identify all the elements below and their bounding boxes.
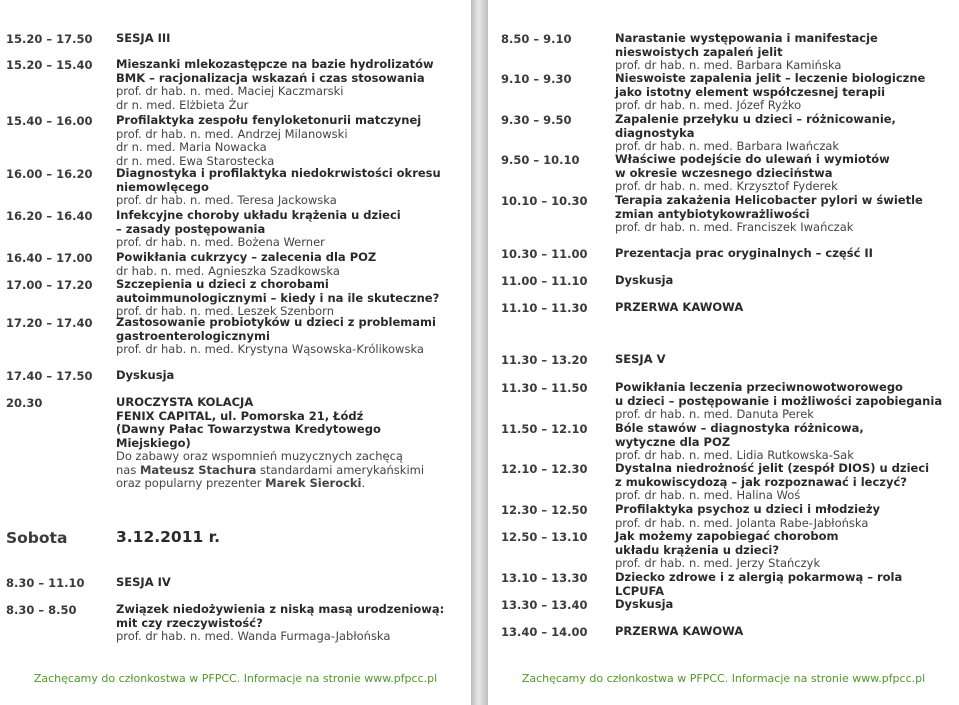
entry-speaker: prof. dr hab. n. med. Halina Woś — [615, 488, 801, 502]
entry-title: SESJA III — [116, 31, 171, 45]
entry-details — [116, 576, 466, 590]
entry-title: PRZERWA KAWOWA — [615, 624, 744, 638]
entry-speaker: prof. dr hab. n. med. Bożena Werner — [116, 235, 325, 249]
entry-time: 15.20 – 15.40 — [6, 58, 93, 72]
entry-title: Profilaktyka zespołu fenyloketonurii matczynej — [116, 113, 422, 127]
invite-text: standardami amerykańskimi — [256, 462, 425, 477]
entry-title: Terapia zakażenia Helicobacter pylori w świetle zmian antybiotykowrażliwości — [615, 193, 923, 221]
entry-time: 13.40 – 14.00 — [501, 625, 588, 639]
evening-invite-line-2 — [116, 464, 466, 478]
entry-title: Mieszanki mlekozastępcze na bazie hydrolizatów BMK – racjonalizacja wskazań i czas stosowania — [116, 57, 434, 85]
entry-speaker: prof. dr hab. n. med. Jerzy Stańczyk — [615, 556, 821, 570]
entry-time: 17.40 – 17.50 — [6, 369, 93, 383]
evening-organization: (Dawny Pałac Towarzystwa Kredytowego Miejskiego) — [116, 422, 381, 450]
entry-title: Dyskusja — [615, 597, 674, 611]
entry-details — [615, 353, 955, 367]
entry-time: 11.30 – 13.20 — [501, 353, 588, 367]
entry-details — [615, 530, 955, 571]
entry-title: Powikłania leczenia przeciwnowotworowego u dzieci – postępowanie i możliwości zapobiegania — [615, 380, 943, 408]
entry-details — [615, 598, 955, 612]
evening-description — [116, 396, 466, 491]
program-page-left — [0, 0, 471, 705]
entry-title: Dystalna niedrożność jelit (zespół DIOS) u dzieci z mukowiscydozą – jak rozpoznawać i leczyć? — [615, 461, 930, 489]
entry-title: Diagnostyka i profilaktyka niedokrwistości okresu niemowlęcego — [116, 166, 441, 194]
entry-time: 16.00 – 16.20 — [6, 167, 93, 181]
entry-speaker: prof. dr hab. n. med. Franciszek Iwańczak — [615, 220, 854, 234]
entry-time: 13.30 – 13.40 — [501, 598, 588, 612]
membership-footer: Zachęcamy do członkostwa w PFPCC. Informacje na stronie www.pfpcc.pl — [33, 672, 438, 685]
entry-title: Właściwe podejście do ulewań i wymiotów w okresie wczesnego dzieciństwa — [615, 152, 890, 180]
entry-speaker: prof. dr hab. n. med. Andrzej Milanowski dr n. med. Maria Nowacka dr n. med. Ewa Starostecka — [116, 126, 348, 168]
entry-title: Powikłania cukrzycy – zalecenia dla POZ — [116, 250, 377, 264]
entry-details — [116, 251, 466, 278]
entry-details — [615, 153, 955, 194]
entry-details — [615, 274, 955, 288]
entry-details — [615, 503, 955, 530]
entry-title: Profilaktyka psychoz u dzieci i młodzieży — [615, 502, 881, 516]
presenter-name: Marek Sierocki — [265, 476, 362, 490]
entry-title: Prezentacja prac oryginalnych – część II — [615, 246, 873, 260]
entry-time: 8.30 – 11.10 — [6, 576, 85, 590]
entry-title: SESJA V — [615, 352, 666, 366]
performer-name: Mateusz Stachura — [139, 462, 257, 477]
entry-time: 17.00 – 17.20 — [6, 278, 93, 292]
entry-details — [615, 381, 955, 422]
entry-time: 16.20 – 16.40 — [6, 209, 93, 223]
program-page-right — [488, 0, 959, 705]
entry-time: 10.30 – 11.00 — [501, 247, 588, 261]
entry-time: 17.20 – 17.40 — [6, 316, 93, 330]
entry-time: 20.30 — [6, 396, 43, 410]
entry-title: Dziecko zdrowe i z alergią pokarmową – rola LCPUFA — [615, 570, 903, 598]
entry-title: Dyskusja — [615, 273, 674, 287]
entry-details — [116, 167, 466, 208]
entry-speaker: prof. dr hab. n. med. Krzysztof Fyderek — [615, 179, 838, 193]
entry-speaker: prof. dr hab. n. med. Krystyna Wąsowska-Królikowska — [116, 342, 424, 356]
entry-title: SESJA IV — [116, 575, 171, 589]
entry-details — [116, 603, 466, 644]
entry-details — [615, 194, 955, 235]
entry-details — [615, 422, 955, 463]
entry-time: 16.40 – 17.00 — [6, 251, 93, 265]
entry-time: 8.50 – 9.10 — [501, 32, 572, 46]
entry-time: 12.50 – 13.10 — [501, 530, 588, 544]
entry-title: Nieswoiste zapalenia jelit – leczenie biologiczne jako istotny element współczesnej terapii — [615, 71, 926, 99]
day-label: Sobota — [6, 529, 68, 547]
entry-title: Jak możemy zapobiegać chorobom układu krążenia u dzieci? — [615, 529, 839, 557]
entry-speaker: prof. dr hab. n. med. Danuta Perek — [615, 407, 814, 421]
entry-time: 12.30 – 12.50 — [501, 503, 588, 517]
entry-title: Dyskusja — [116, 368, 175, 382]
entry-time: 9.30 – 9.50 — [501, 113, 572, 127]
entry-details — [116, 369, 466, 383]
entry-details — [615, 32, 955, 73]
page-gutter — [471, 0, 488, 705]
evening-invite-line-3 — [116, 477, 466, 491]
evening-invite-line-1: Do zabawy oraz wspomnień muzycznych zachęcą — [116, 449, 403, 463]
entry-speaker: dr hab. n. med. Agnieszka Szadkowska — [116, 263, 340, 278]
entry-time: 12.10 – 12.30 — [501, 462, 588, 476]
entry-time: 11.10 – 11.30 — [501, 301, 588, 315]
entry-time: 9.10 – 9.30 — [501, 72, 572, 86]
entry-speaker: prof. dr hab. n. med. Barbara Iwańczak — [615, 139, 840, 153]
entry-details — [615, 247, 955, 261]
entry-title: Bóle stawów – diagnostyka różnicowa, wytyczne dla POZ — [615, 421, 864, 449]
entry-title: Narastanie występowania i manifestacje nieswoistych zapaleń jelit — [615, 31, 878, 59]
entry-details — [116, 278, 466, 319]
entry-details — [116, 209, 466, 250]
evening-title: UROCZYSTA KOLACJA — [116, 395, 254, 409]
entry-time: 8.30 – 8.50 — [6, 603, 77, 617]
entry-speaker: prof. dr hab. n. med. Teresa Jackowska — [116, 193, 337, 207]
entry-speaker: prof. dr hab. n. med. Maciej Kaczmarski dr n. med. Elżbieta Żur — [116, 84, 344, 112]
entry-details — [615, 462, 955, 503]
entry-title: Infekcyjne choroby układu krążenia u dzieci – zasady postępowania — [116, 208, 401, 236]
entry-title: Szczepienia u dzieci z chorobami autoimmunologicznymi – kiedy i na ile skuteczne? — [116, 277, 440, 305]
entry-time: 9.50 – 10.10 — [501, 153, 580, 167]
entry-time: 15.40 – 16.00 — [6, 114, 93, 128]
entry-title: PRZERWA KAWOWA — [615, 300, 744, 314]
entry-speaker: prof. dr hab. n. med. Wanda Furmaga-Jabłońska — [116, 629, 391, 643]
entry-time: 15.20 – 17.50 — [6, 32, 93, 46]
invite-text: . — [361, 476, 366, 490]
entry-title: Związek niedożywienia z niską masą urodzeniową: mit czy rzeczywistość? — [116, 602, 445, 630]
entry-speaker: prof. dr hab. n. med. Józef Ryżko — [615, 98, 802, 112]
entry-details — [615, 72, 955, 113]
entry-details — [116, 114, 466, 168]
evening-venue: FENIX CAPITAL, ul. Pomorska 21, Łódź — [116, 408, 364, 423]
day-date: 3.12.2011 r. — [116, 528, 220, 546]
entry-title: Zapalenie przełyku u dzieci – różnicowanie, diagnostyka — [615, 112, 896, 140]
entry-details — [116, 32, 466, 46]
invite-text: nas — [116, 462, 140, 477]
entry-details — [615, 113, 955, 154]
entry-details — [615, 625, 955, 639]
entry-speaker: prof. dr hab. n. med. Lidia Rutkowska-Sak — [615, 448, 854, 462]
membership-footer: Zachęcamy do członkostwa w PFPCC. Informacje na stronie www.pfpcc.pl — [521, 672, 926, 685]
entry-time: 13.10 – 13.30 — [501, 571, 588, 585]
entry-details — [116, 58, 466, 112]
entry-details — [615, 301, 955, 315]
entry-details — [615, 571, 955, 598]
invite-text: oraz popularny prezenter — [116, 476, 266, 490]
entry-details — [116, 316, 466, 357]
entry-speaker: prof. dr hab. n. med. Jolanta Rabe-Jabłońska — [615, 515, 869, 530]
entry-speaker: prof. dr hab. n. med. Leszek Szenborn — [116, 304, 335, 318]
entry-time: 11.30 – 11.50 — [501, 381, 588, 395]
entry-time: 11.00 – 11.10 — [501, 274, 588, 288]
entry-time: 10.10 – 10.30 — [501, 194, 588, 208]
entry-speaker: prof. dr hab. n. med. Barbara Kamińska — [615, 58, 842, 72]
entry-time: 11.50 – 12.10 — [501, 422, 588, 436]
entry-title: Zastosowanie probiotyków u dzieci z problemami gastroenterologicznymi — [116, 315, 436, 343]
